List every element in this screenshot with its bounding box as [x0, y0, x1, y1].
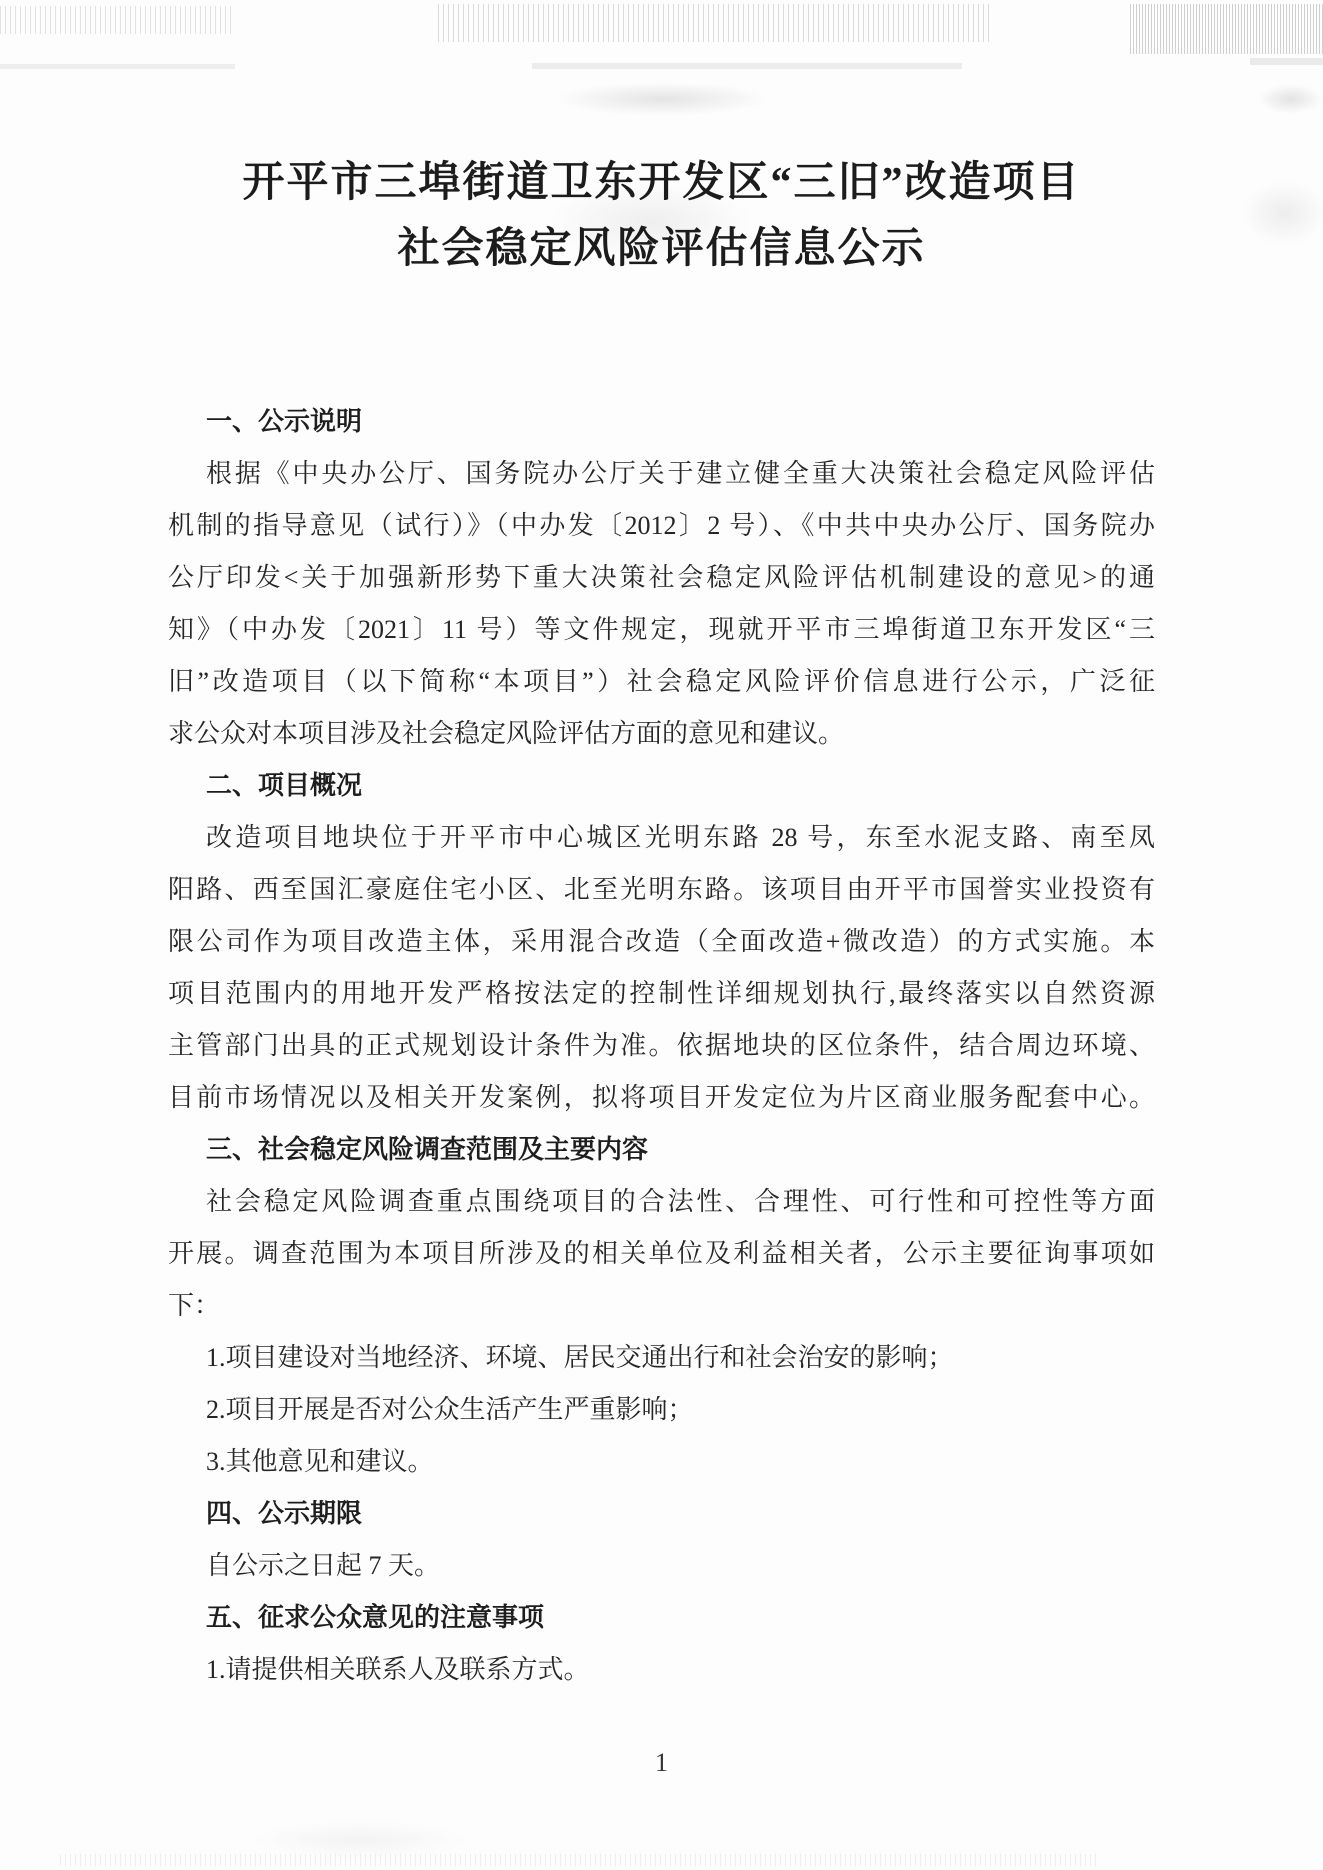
body-text-line: 机制的指导意见（试行）》（中办发〔2012〕2 号）、《中共中央办公厅、国务院办 — [168, 511, 1155, 540]
body-text-line: 知》（中办发〔2021〕11 号）等文件规定，现就开平市三埠街道卫东开发区“三 — [168, 615, 1155, 644]
scan-artifact — [532, 63, 962, 69]
body-text-line: 主管部门出具的正式规划设计条件为准。依据地块的区位条件，结合周边环境、 — [168, 1031, 1155, 1060]
body-text-line: 自公示之日起 7 天。 — [206, 1551, 441, 1580]
body-text-line: 开展。调查范围为本项目所涉及的相关单位及利益相关者，公示主要征询事项如 — [168, 1239, 1155, 1268]
body-text-line: 限公司作为项目改造主体，采用混合改造（全面改造+微改造）的方式实施。本 — [168, 927, 1155, 956]
body-text-line: 阳路、西至国汇豪庭住宅小区、北至光明东路。该项目由开平市国誉实业投资有 — [168, 875, 1155, 904]
scan-artifact — [0, 6, 232, 34]
scan-artifact — [1258, 84, 1323, 114]
scan-artifact — [250, 1820, 470, 1860]
document-title-line1: 开平市三埠街道卫东开发区“三旧”改造项目 — [242, 160, 1081, 206]
body-text-line: 1.项目建设对当地经济、环境、居民交通出行和社会治安的影响； — [206, 1343, 954, 1372]
body-text-line: 公厅印发<关于加强新形势下重大决策社会稳定风险评估机制建设的意见>的通 — [168, 563, 1155, 592]
body-text-line: 1.请提供相关联系人及联系方式。 — [206, 1655, 590, 1684]
scan-artifact — [1242, 180, 1323, 246]
body-text-line: 根据《中央办公厅、国务院办公厅关于建立健全重大决策社会稳定风险评估 — [206, 459, 1155, 488]
section-heading: 五、征求公众意见的注意事项 — [206, 1603, 545, 1632]
scan-artifact — [438, 4, 990, 42]
page-number: 1 — [655, 1748, 668, 1777]
document-body — [168, 396, 1155, 1696]
section-heading: 二、项目概况 — [206, 771, 363, 800]
scan-artifact — [1250, 58, 1323, 65]
body-text-line: 2.项目开展是否对公众生活产生严重影响； — [206, 1395, 694, 1424]
section-heading: 三、社会稳定风险调查范围及主要内容 — [206, 1135, 649, 1164]
body-text-line: 目前市场情况以及相关开发案例，拟将项目开发定位为片区商业服务配套中心。 — [168, 1083, 1155, 1112]
body-text-line: 求公众对本项目涉及社会稳定风险评估方面的意见和建议。 — [168, 719, 845, 748]
body-text-line: 旧”改造项目（以下简称“本项目”）社会稳定风险评价信息进行公示，广泛征 — [168, 667, 1155, 696]
body-text-line: 改造项目地块位于开平市中心城区光明东路 28 号，东至水泥支路、南至凤 — [206, 823, 1155, 852]
document-title — [168, 150, 1155, 282]
scan-artifact — [1130, 4, 1323, 54]
body-text-line: 3.其他意见和建议。 — [206, 1447, 434, 1476]
body-text-line: 下： — [168, 1291, 221, 1320]
scan-artifact — [0, 64, 235, 69]
scan-artifact — [555, 82, 770, 116]
scan-artifact — [60, 1854, 1100, 1866]
section-heading: 四、公示期限 — [206, 1499, 363, 1528]
document-title-line2: 社会稳定风险评估信息公示 — [397, 226, 926, 272]
body-text-line: 社会稳定风险调查重点围绕项目的合法性、合理性、可行性和可控性等方面 — [206, 1187, 1155, 1216]
body-text-line: 项目范围内的用地开发严格按法定的控制性详细规划执行,最终落实以自然资源 — [168, 979, 1155, 1008]
section-heading: 一、公示说明 — [206, 407, 363, 436]
